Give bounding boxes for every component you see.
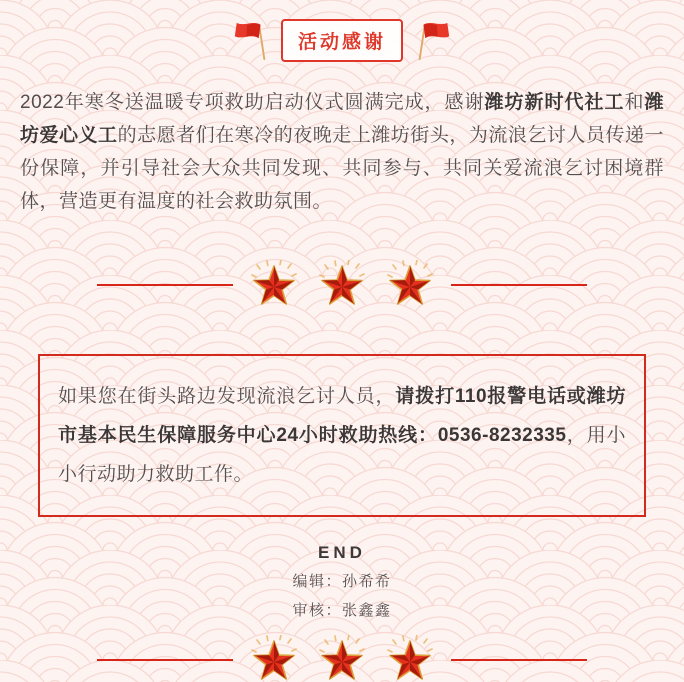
red-star-icon	[250, 260, 298, 310]
stars-row	[250, 260, 434, 310]
red-flag-icon	[416, 20, 450, 60]
section-header	[0, 0, 684, 62]
reviewer-credit: 审核：张鑫鑫	[292, 602, 392, 619]
star-divider-top	[0, 260, 684, 310]
notice-text-1: 如果您在街头路边发现流浪乞讨人员，	[58, 386, 396, 407]
red-star-icon	[318, 260, 366, 310]
editor-credit: 编辑：孙希希	[292, 573, 392, 590]
intro-text-1: 2022年寒冬送温暖专项救助启动仪式圆满完成，感谢	[20, 92, 485, 113]
end-label: END	[318, 543, 366, 562]
red-star-icon	[386, 260, 434, 310]
notice-bold-hotline: 请拨打110报警电话或潍坊市基本民生保障服务中心24小时救助热线：0536-8232335	[58, 386, 626, 446]
red-star-icon	[386, 635, 434, 682]
divider-line-right	[451, 659, 587, 661]
stars-row	[250, 635, 434, 682]
hotline-notice-box	[38, 354, 646, 517]
red-star-icon	[250, 635, 298, 682]
intro-bold-volunteers: 潍坊爱心义工	[20, 92, 664, 146]
intro-paragraph	[20, 86, 664, 218]
section-title-badge	[281, 19, 403, 62]
divider-line-left	[97, 284, 233, 286]
divider-line-right	[451, 284, 587, 286]
divider-line-left	[97, 659, 233, 661]
article-footer	[0, 543, 684, 621]
intro-bold-social-workers: 潍坊新时代社工	[484, 92, 625, 113]
hotline-notice-text	[58, 377, 626, 494]
section-title: 活动感谢	[297, 31, 386, 53]
star-divider-bottom	[0, 635, 684, 682]
red-flag-icon	[234, 20, 268, 60]
notice-text-2: ，用小小行动助力救助工作。	[58, 425, 626, 485]
intro-text-2: 和	[624, 92, 645, 113]
intro-text-3: 的志愿者们在寒冷的夜晚走上潍坊街头，为流浪乞讨人员传递一份保障，并引导社会大众共同发现、共同参与、共同关爱流浪乞讨困境群体，营造更有温度的社会救助氛围。	[20, 125, 664, 212]
red-star-icon	[318, 635, 366, 682]
